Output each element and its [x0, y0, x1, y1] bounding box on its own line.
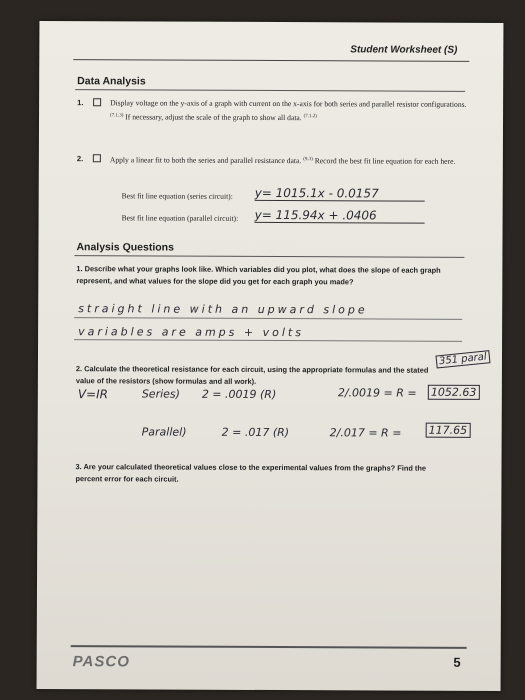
answer-line [74, 317, 462, 320]
item-number: 1. [77, 98, 84, 108]
question-number: 1. [76, 264, 83, 274]
worksheet-page [37, 21, 504, 691]
series-label: Series) [141, 387, 180, 401]
reference-mark: (7.1.3) [110, 112, 124, 118]
q1-answer-line-2: variables are amps + volts [78, 325, 304, 340]
question-text: Calculate the theoretical resistance for each circuit, using the appropriate formulas and the stated value of the resistors (show formulas and all work). [75, 364, 429, 386]
item-text [110, 153, 470, 168]
question-number: 3. [75, 462, 82, 472]
header-divider [73, 59, 469, 62]
data-analysis-heading: Data Analysis [77, 75, 146, 88]
data-analysis-item-2 [77, 153, 457, 185]
question-text: Describe what your graphs look like. Which variables did you plot, what does the slope of each graph represent, and what values for the slope did you get for each graph you made? [76, 264, 441, 286]
footer-divider [71, 645, 467, 649]
pasco-logo: PASCO [72, 653, 130, 671]
item-instruction-2: If necessary, adjust the scale of the graph to show all data. [125, 111, 302, 122]
series-result: 1052.63 [428, 385, 480, 400]
question-3 [75, 461, 435, 486]
parallel-result: 117.65 [426, 423, 471, 438]
fit-parallel-label: Best fit line equation (parallel circuit): [121, 213, 239, 223]
q1-answer-line-1: straight line with an upward slope [78, 302, 368, 317]
analysis-questions-divider [74, 255, 464, 258]
corner-note: 351 paral [435, 350, 490, 368]
item-instruction-2: Record the best fit line equation for each here. [314, 156, 456, 166]
reference-mark: (9.3) [303, 157, 313, 163]
page-number: 5 [453, 654, 461, 670]
question-text: Are your calculated theoretical values close to the experimental values from the graphs? Find the percent error for each circuit. [75, 462, 427, 484]
item-text [110, 97, 470, 125]
item-instruction: Apply a linear fit to both the series and parallel resistance data. [109, 155, 302, 166]
question-number: 2. [75, 364, 83, 374]
question-2 [76, 363, 436, 388]
answer-line [74, 339, 462, 342]
fit-series-label: Best fit line equation (series circuit): [121, 191, 233, 201]
item-number: 2. [76, 154, 84, 164]
parallel-work: 2 = .017 (R) [221, 425, 290, 440]
data-analysis-item-1 [77, 97, 467, 143]
fit-series-answer: y= 1015.1x - 0.0157 [255, 186, 425, 202]
series-work: 2 = .0019 (R) [201, 387, 277, 402]
fit-parallel-answer: y= 115.94x + .0406 [255, 208, 425, 224]
reference-mark: (7.1.2) [303, 113, 317, 119]
formula-vir: V=IR [77, 387, 109, 402]
parallel-division: 2/.017 = R = [329, 426, 402, 440]
checkbox[interactable] [93, 98, 101, 106]
checkbox[interactable] [93, 154, 101, 162]
data-analysis-divider [75, 89, 465, 92]
item-instruction: Display voltage on the y-axis of a graph with current on the x-axis for both series and parallel resistor configurations. [110, 98, 467, 109]
worksheet-title: Student Worksheet (S) [350, 44, 458, 56]
analysis-questions-heading: Analysis Questions [76, 241, 174, 254]
parallel-label: Parallel) [141, 425, 187, 439]
series-division: 2/.0019 = R = [337, 386, 417, 400]
question-1 [76, 263, 466, 288]
